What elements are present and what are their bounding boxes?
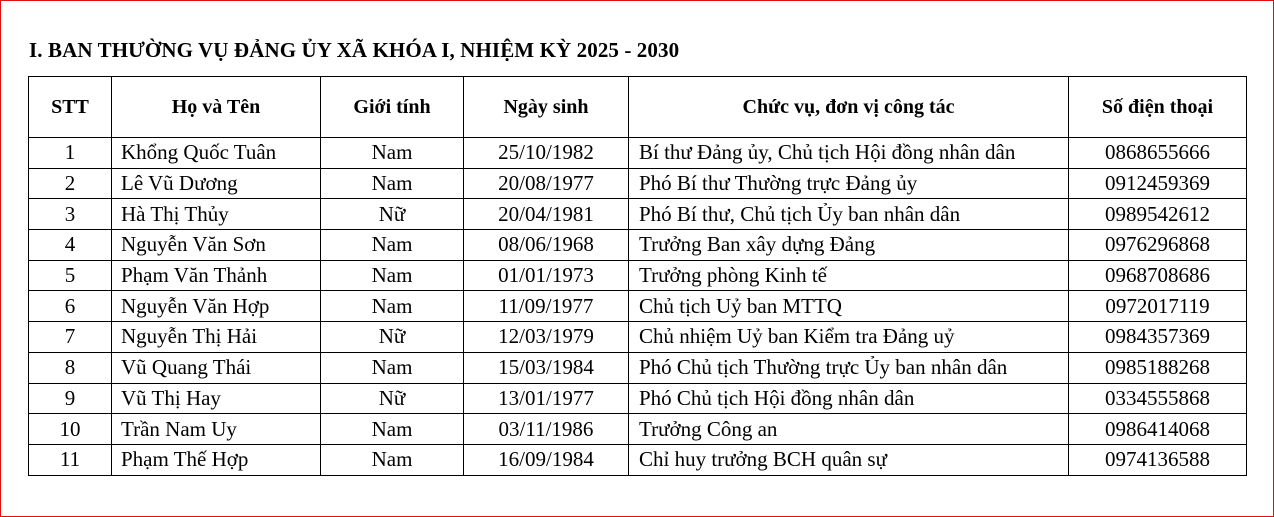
cell-phone: 0334555868 bbox=[1069, 383, 1247, 414]
cell-stt: 3 bbox=[29, 199, 112, 230]
cell-stt: 6 bbox=[29, 291, 112, 322]
table-row bbox=[29, 230, 1247, 261]
cell-gender: Nam bbox=[321, 230, 464, 261]
cell-dob: 20/04/1981 bbox=[464, 199, 629, 230]
cell-stt: 11 bbox=[29, 444, 112, 475]
cell-name: Vũ Thị Hay bbox=[112, 383, 321, 414]
column-header-position: Chức vụ, đơn vị công tác bbox=[629, 77, 1069, 138]
table-row bbox=[29, 414, 1247, 445]
cell-gender: Nữ bbox=[321, 199, 464, 230]
table-header-row bbox=[29, 77, 1247, 138]
cell-gender: Nam bbox=[321, 414, 464, 445]
cell-name: Nguyễn Thị Hải bbox=[112, 322, 321, 353]
table-row bbox=[29, 260, 1247, 291]
cell-position: Chủ nhiệm Uỷ ban Kiểm tra Đảng uỷ bbox=[629, 322, 1069, 353]
cell-name: Phạm Văn Thảnh bbox=[112, 260, 321, 291]
cell-position: Phó Chủ tịch Hội đồng nhân dân bbox=[629, 383, 1069, 414]
cell-phone: 0968708686 bbox=[1069, 260, 1247, 291]
cell-gender: Nam bbox=[321, 168, 464, 199]
cell-position: Phó Bí thư Thường trực Đảng ủy bbox=[629, 168, 1069, 199]
table-row bbox=[29, 383, 1247, 414]
cell-dob: 03/11/1986 bbox=[464, 414, 629, 445]
cell-dob: 08/06/1968 bbox=[464, 230, 629, 261]
cell-phone: 0984357369 bbox=[1069, 322, 1247, 353]
cell-stt: 5 bbox=[29, 260, 112, 291]
cell-name: Phạm Thế Hợp bbox=[112, 444, 321, 475]
cell-position: Phó Bí thư, Chủ tịch Ủy ban nhân dân bbox=[629, 199, 1069, 230]
cell-stt: 7 bbox=[29, 322, 112, 353]
column-header-phone: Số điện thoại bbox=[1069, 77, 1247, 138]
cell-stt: 8 bbox=[29, 352, 112, 383]
table-row bbox=[29, 352, 1247, 383]
cell-dob: 11/09/1977 bbox=[464, 291, 629, 322]
cell-dob: 16/09/1984 bbox=[464, 444, 629, 475]
cell-position: Trưởng phòng Kinh tế bbox=[629, 260, 1069, 291]
cell-name: Lê Vũ Dương bbox=[112, 168, 321, 199]
cell-stt: 2 bbox=[29, 168, 112, 199]
cell-name: Nguyễn Văn Hợp bbox=[112, 291, 321, 322]
table-row bbox=[29, 291, 1247, 322]
cell-name: Nguyễn Văn Sơn bbox=[112, 230, 321, 261]
cell-dob: 12/03/1979 bbox=[464, 322, 629, 353]
cell-gender: Nam bbox=[321, 260, 464, 291]
table-row bbox=[29, 444, 1247, 475]
cell-stt: 9 bbox=[29, 383, 112, 414]
cell-stt: 10 bbox=[29, 414, 112, 445]
cell-position: Chỉ huy trưởng BCH quân sự bbox=[629, 444, 1069, 475]
cell-gender: Nam bbox=[321, 352, 464, 383]
cell-stt: 4 bbox=[29, 230, 112, 261]
cell-phone: 0868655666 bbox=[1069, 138, 1247, 169]
cell-phone: 0972017119 bbox=[1069, 291, 1247, 322]
cell-dob: 01/01/1973 bbox=[464, 260, 629, 291]
cell-position: Chủ tịch Uỷ ban MTTQ bbox=[629, 291, 1069, 322]
cell-name: Vũ Quang Thái bbox=[112, 352, 321, 383]
cell-position: Bí thư Đảng ủy, Chủ tịch Hội đồng nhân dân bbox=[629, 138, 1069, 169]
cell-dob: 25/10/1982 bbox=[464, 138, 629, 169]
cell-dob: 15/03/1984 bbox=[464, 352, 629, 383]
cell-phone: 0989542612 bbox=[1069, 199, 1247, 230]
cell-position: Phó Chủ tịch Thường trực Ủy ban nhân dân bbox=[629, 352, 1069, 383]
cell-name: Trần Nam Uy bbox=[112, 414, 321, 445]
cell-gender: Nữ bbox=[321, 383, 464, 414]
cell-phone: 0985188268 bbox=[1069, 352, 1247, 383]
column-header-dob: Ngày sinh bbox=[464, 77, 629, 138]
members-table bbox=[28, 76, 1247, 476]
cell-gender: Nam bbox=[321, 444, 464, 475]
cell-dob: 13/01/1977 bbox=[464, 383, 629, 414]
cell-phone: 0912459369 bbox=[1069, 168, 1247, 199]
table-row bbox=[29, 199, 1247, 230]
cell-phone: 0974136588 bbox=[1069, 444, 1247, 475]
cell-dob: 20/08/1977 bbox=[464, 168, 629, 199]
cell-name: Khổng Quốc Tuân bbox=[112, 138, 321, 169]
cell-stt: 1 bbox=[29, 138, 112, 169]
column-header-name: Họ và Tên bbox=[112, 77, 321, 138]
section-heading: I. BAN THƯỜNG VỤ ĐẢNG ỦY XÃ KHÓA I, NHIỆM KỲ 2025 - 2030 bbox=[29, 38, 680, 62]
table-row bbox=[29, 322, 1247, 353]
cell-gender: Nam bbox=[321, 138, 464, 169]
table-row bbox=[29, 168, 1247, 199]
cell-gender: Nam bbox=[321, 291, 464, 322]
column-header-gender: Giới tính bbox=[321, 77, 464, 138]
cell-name: Hà Thị Thủy bbox=[112, 199, 321, 230]
cell-phone: 0986414068 bbox=[1069, 414, 1247, 445]
column-header-stt: STT bbox=[29, 77, 112, 138]
cell-gender: Nữ bbox=[321, 322, 464, 353]
table-row bbox=[29, 138, 1247, 169]
cell-phone: 0976296868 bbox=[1069, 230, 1247, 261]
cell-position: Trưởng Ban xây dựng Đảng bbox=[629, 230, 1069, 261]
cell-position: Trưởng Công an bbox=[629, 414, 1069, 445]
